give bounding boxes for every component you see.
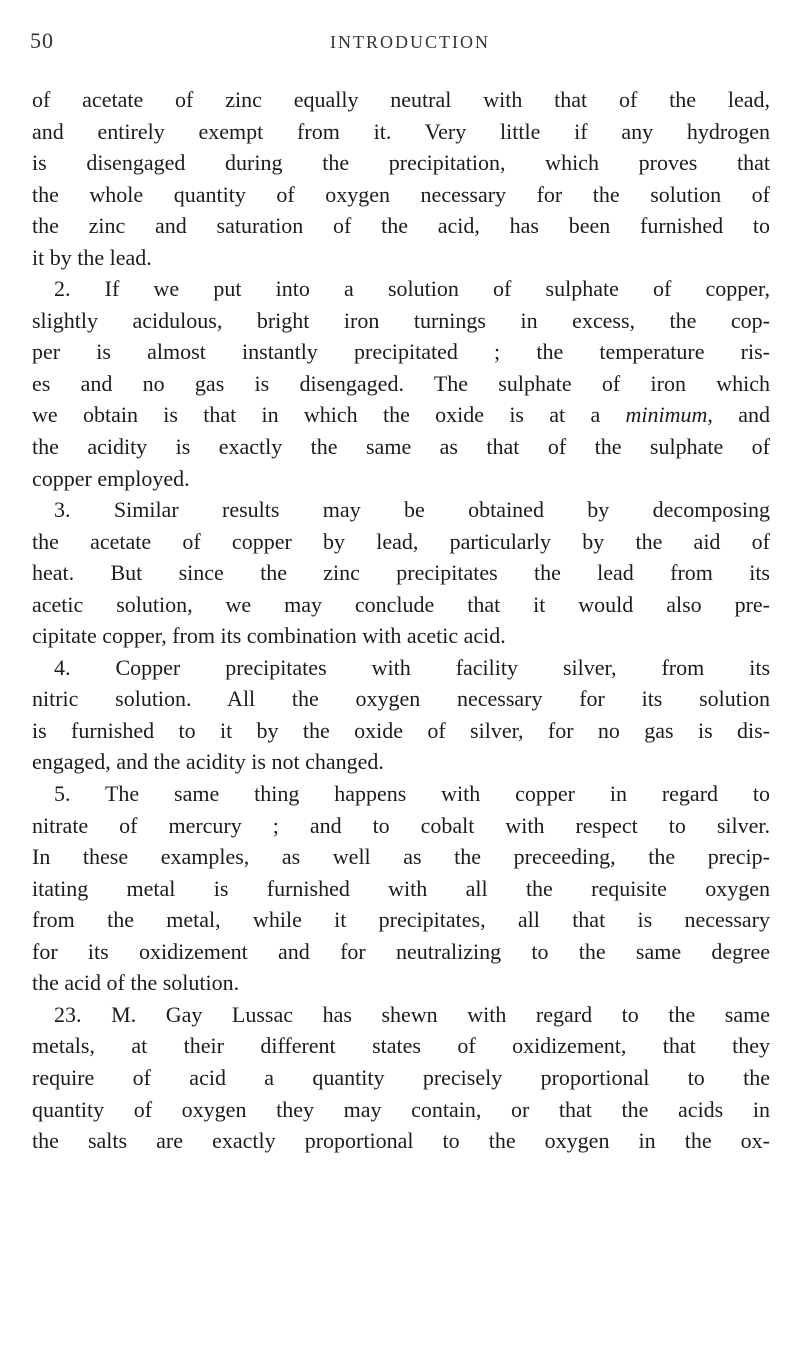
text-line: 2. If we put into a solution of sulphate of copper, — [54, 276, 770, 302]
text-line: the acid of the solution. — [32, 970, 240, 996]
running-title: INTRODUCTION — [330, 32, 490, 52]
text-line: require of acid a quantity precisely proportional to the — [32, 1064, 770, 1090]
text-line: is disengaged during the precipitation, which proves that — [32, 150, 770, 176]
text-line — [32, 399, 770, 431]
body-text — [32, 84, 770, 1157]
text-line: the whole quantity of oxygen necessary for the solution of — [32, 181, 770, 207]
page-number: 50 — [30, 28, 54, 53]
text-line: the salts are exactly proportional to the oxygen in the ox- — [32, 1128, 770, 1154]
text-line: is furnished to it by the oxide of silver, for no gas is dis- — [32, 717, 770, 743]
text-segment: we obtain is that in which the oxide is at a — [32, 402, 626, 428]
text-line: 3. Similar results may be obtained by decomposing — [54, 497, 770, 523]
text-line: quantity of oxygen they may contain, or that the acids in — [32, 1096, 770, 1122]
text-line: from the metal, while it precipitates, all that is necessary — [32, 907, 770, 933]
text-line: cipitate copper, from its combination with acetic acid. — [32, 623, 506, 649]
text-line: for its oxidizement and for neutralizing to the same degree — [32, 938, 770, 964]
text-line: per is almost instantly precipitated ; the temperature ris- — [32, 339, 770, 365]
text-line: of acetate of zinc equally neutral with that of the lead, — [32, 87, 770, 112]
text-line: the zinc and saturation of the acid, has been furnished to — [32, 213, 770, 239]
italic-word: minimum — [625, 402, 708, 428]
text-line: es and no gas is disengaged. The sulphate of iron which — [32, 370, 770, 396]
text-line: nitric solution. All the oxygen necessary for its solution — [32, 686, 770, 712]
text-line: 23. M. Gay Lussac has shewn with regard to the same — [54, 1001, 770, 1027]
text-line: acetic solution, we may conclude that it would also pre- — [32, 591, 770, 617]
text-line: the acidity is exactly the same as that of the sulphate of — [32, 434, 770, 460]
text-line: engaged, and the acidity is not changed. — [32, 749, 384, 775]
text-line: metals, at their different states of oxidizement, that they — [32, 1033, 770, 1059]
text-line: copper employed. — [32, 465, 190, 491]
text-line: nitrate of mercury ; and to cobalt with respect to silver. — [32, 812, 770, 838]
text-line: the acetate of copper by lead, particularly by the aid of — [32, 528, 770, 554]
text-line: and entirely exempt from it. Very little if any hydrogen — [32, 118, 770, 144]
text-line: In these examples, as well as the preceeding, the precip- — [32, 844, 770, 870]
text-line: itating metal is furnished with all the requisite oxygen — [32, 875, 770, 901]
text-segment: , and — [707, 402, 770, 428]
text-line: heat. But since the zinc precipitates the lead from its — [32, 560, 770, 586]
running-head — [30, 28, 770, 58]
text-line: 5. The same thing happens with copper in regard to — [54, 781, 770, 807]
text-line: slightly acidulous, bright iron turnings in excess, the cop- — [32, 307, 770, 333]
text-line: it by the lead. — [32, 244, 152, 270]
text-line: 4. Copper precipitates with facility silver, from its — [54, 654, 770, 680]
